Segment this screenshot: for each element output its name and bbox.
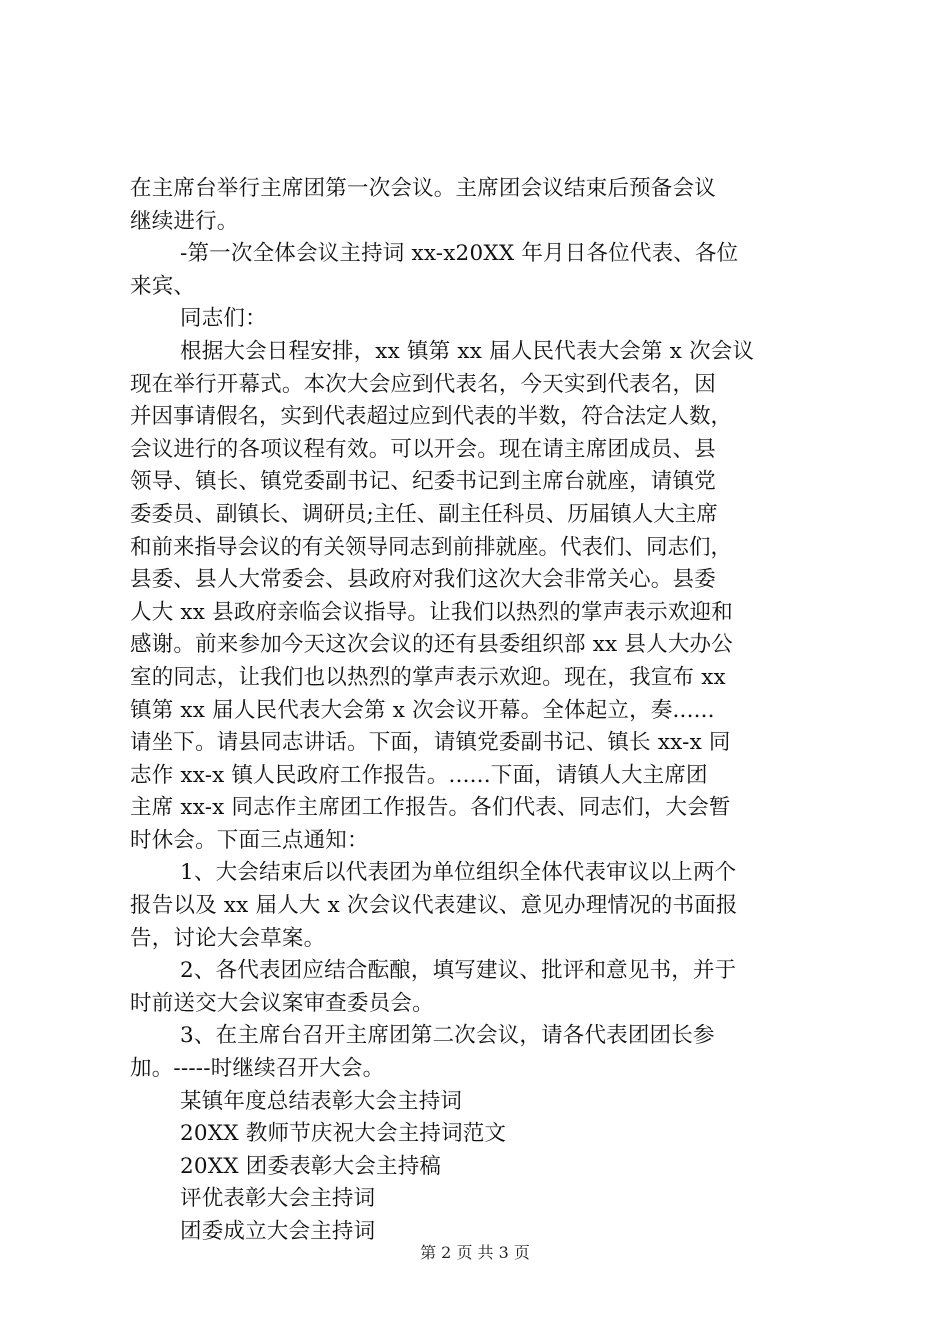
text-line: 请坐下。请县同志讲话。下面，请镇党委副书记、镇长 xx-x 同 <box>130 730 731 756</box>
text-line: 镇第 xx 届人民代表大会第 x 次会议开幕。全体起立，奏...... <box>130 697 715 723</box>
text-line: 继续进行。 <box>130 208 239 234</box>
related-article-link: 评优表彰大会主持词 <box>180 1186 376 1212</box>
text-line: 志作 xx-x 镇人民政府工作报告。......下面，请镇人大主席团 <box>130 762 708 788</box>
text-line: 2、各代表团应结合酝酿，填写建议、批评和意见书，并于 <box>180 958 737 984</box>
related-article-link: 团委成立大会主持词 <box>180 1219 376 1244</box>
text-line: 和前来指导会议的有关领导同志到前排就座。代表们、同志们， <box>130 534 733 560</box>
text-line: 3、在主席台召开主席团第二次会议，请各代表团团长参 <box>180 1023 715 1049</box>
related-article-link: 20XX 教师节庆祝大会主持词范文 <box>180 1121 507 1147</box>
document-body <box>130 173 830 1249</box>
page-number: 第 2 页 共 3 页 <box>420 1243 530 1262</box>
text-line: 人大 xx 县政府亲临会议指导。让我们以热烈的掌声表示欢迎和 <box>130 599 733 625</box>
related-article-link: 20XX 团委表彰大会主持稿 <box>180 1153 442 1179</box>
text-line: 报告以及 xx 届人大 x 次会议代表建议、意见办理情况的书面报 <box>130 893 738 919</box>
text-line: 同志们： <box>180 306 267 332</box>
text-line: 会议进行的各项议程有效。可以开会。现在请主席团成员、县 <box>130 436 716 462</box>
text-line: 1、大会结束后以代表团为单位组织全体代表审议以上两个 <box>180 860 737 886</box>
text-line: 并因事请假名，实到代表超过应到代表的半数，符合法定人数， <box>130 404 733 430</box>
related-article-link: 某镇年度总结表彰大会主持词 <box>180 1088 463 1114</box>
text-line: 室的同志，让我们也以热烈的掌声表示欢迎。现在，我宣布 xx <box>130 664 726 690</box>
text-line: 县委、县人大常委会、县政府对我们这次大会非常关心。县委 <box>130 567 716 593</box>
text-line: 加。-----时继续召开大会。 <box>130 1056 385 1082</box>
text-line: 时前送交大会议案审查委员会。 <box>130 990 434 1016</box>
text-line: 在主席台举行主席团第一次会议。主席团会议结束后预备会议 <box>130 176 716 201</box>
text-line: 来宾、 <box>130 273 196 299</box>
text-line: 领导、镇长、镇党委副书记、纪委书记到主席台就座，请镇党 <box>130 469 716 495</box>
text-line: 委委员、副镇长、调研员;主任、副主任科员、历届镇人大主席 <box>130 501 718 527</box>
text-line: 现在举行开幕式。本次大会应到代表名，今天实到代表名，因 <box>130 371 716 397</box>
text-line: 告，讨论大会草案。 <box>130 925 326 951</box>
text-line: -第一次全体会议主持词 xx-x20XX 年月日各位代表、各位 <box>180 241 739 267</box>
text-line: 根据大会日程安排，xx 镇第 xx 届人民代表大会第 x 次会议 <box>180 338 755 364</box>
text-line: 时休会。下面三点通知： <box>130 827 369 853</box>
text-line: 感谢。前来参加今天这次会议的还有县委组织部 xx 县人大办公 <box>130 632 733 658</box>
text-line: 主席 xx-x 同志作主席团工作报告。各们代表、同志们，大会暂 <box>130 795 731 821</box>
